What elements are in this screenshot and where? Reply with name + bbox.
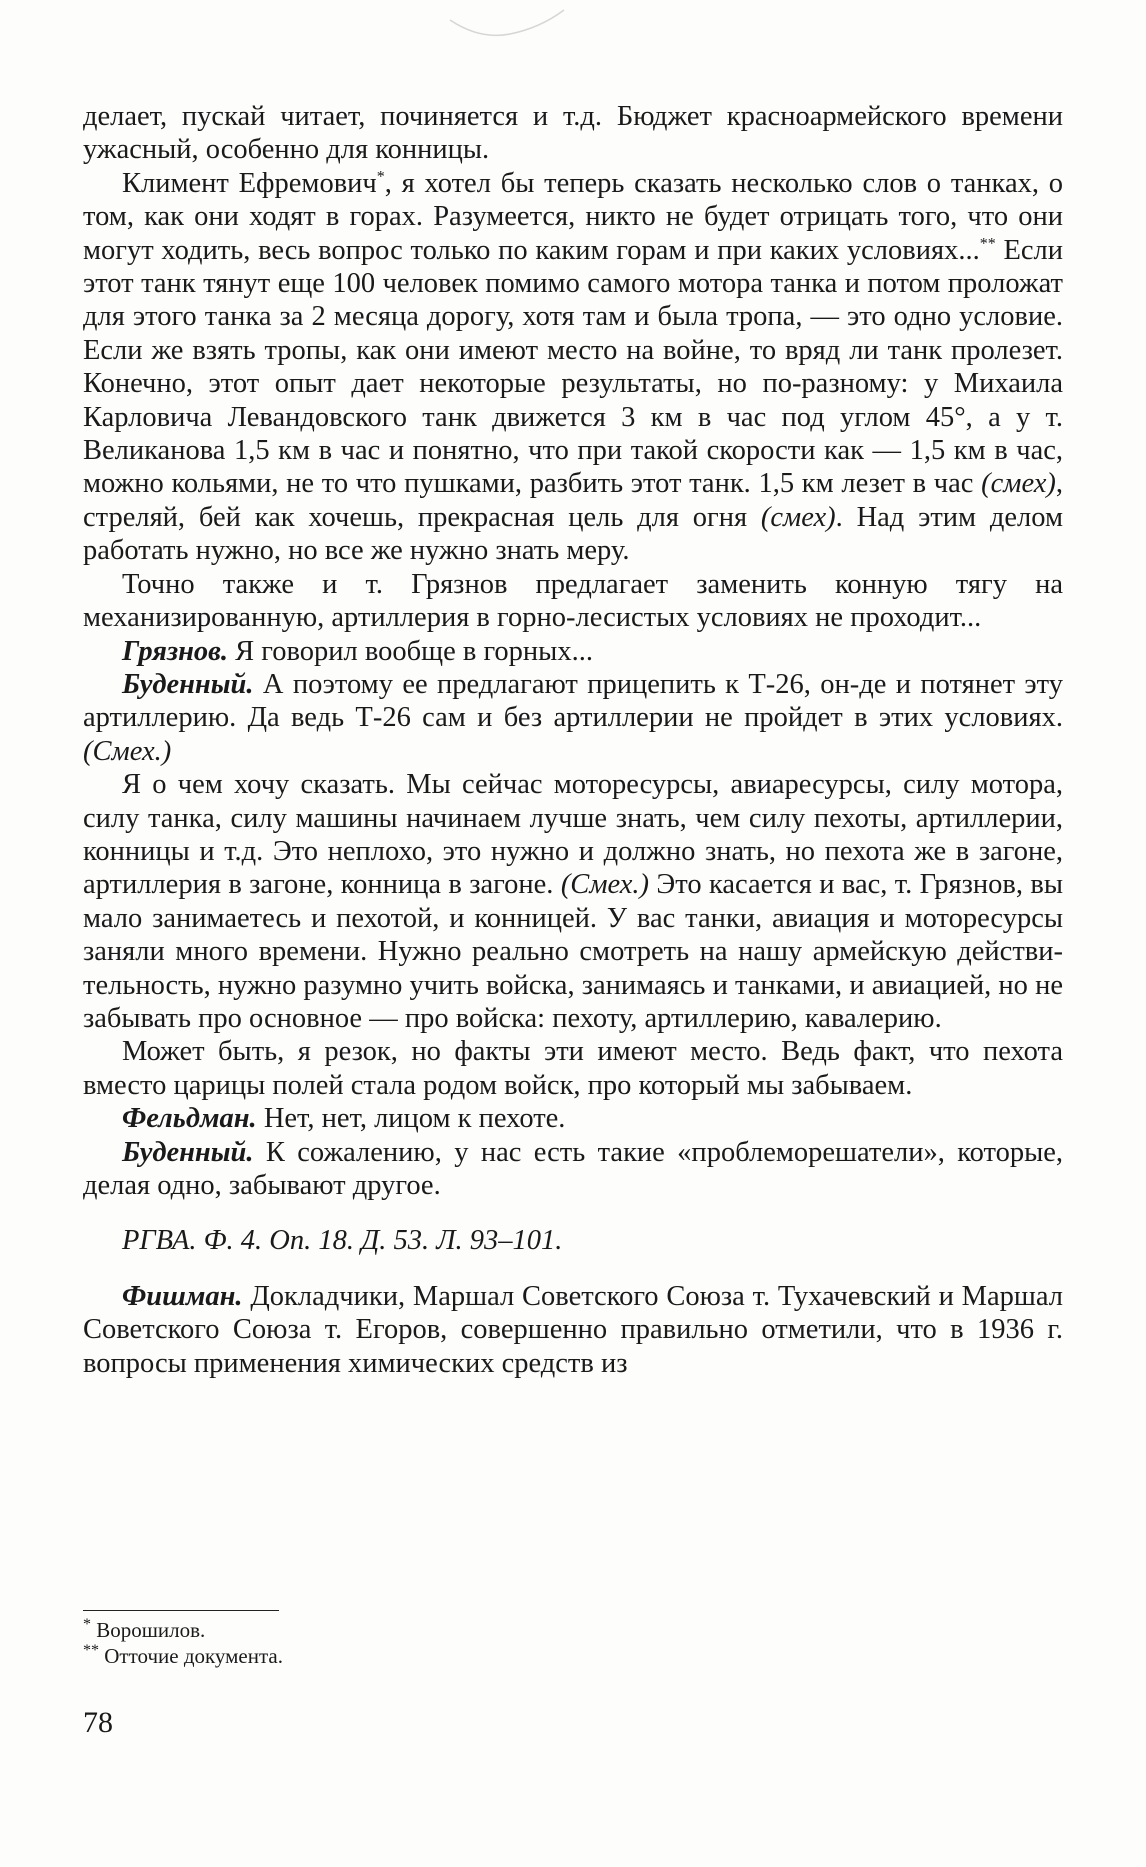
remark-budenny-2: Буденный. К сожалению, у нас есть такие «проблеморешатели», которые, делая одно, забывают другое. (83, 1136, 1063, 1201)
speaker-name: Фельдман. (122, 1103, 257, 1135)
footnote-divider (83, 1610, 279, 1611)
pencil-mark-decoration (440, 0, 580, 48)
page-number: 78 (83, 1706, 113, 1739)
footnote-mark: ** (83, 1642, 99, 1659)
paragraph-3: Точно также и т. Грязнов предлагает заменить конную тягу на механизированную, артиллерия в горно-лесистых условиях не проходит... (83, 568, 1063, 634)
speaker-name: Буденный. (122, 668, 254, 700)
paragraph-6: Я о чем хочу сказать. Мы сейчас моторесурсы, авиаресурсы, силу мотора, силу танка, силу машины начинаем лучше знать, чем силу пехоты, артиллерии, конницы и т.д. Это неплохо, это нужно и должно знать, но пехота же в загоне, артиллерия в загоне, конница в загоне. (Смех.) Это касается и вас, т. Грязнов, вы мало занимаетесь и пехотой, и конницей. У вас танки, авиация и моторесурсы заняли много времени. Нужно реально смотреть на нашу армейскую действительность, нужно разумно учить войска, занимаясь и танками, и авиацией, но не забывать про основное — про войска: пехоту, артиллерию, кавалерию. (83, 769, 1064, 1034)
laughter-remark: (Смех.) (83, 735, 172, 767)
footnote-2: ** Отточие документа. (83, 1642, 283, 1668)
speaker-name: Фишман. (122, 1280, 243, 1312)
laughter-remark: (Смех.) (560, 869, 650, 901)
footnotes (83, 1617, 783, 1669)
paragraph-7: Может быть, я резок, но факты эти имеют место. Ведь факт, что пехота вместо царицы полей стала родом войск, про который мы забываем. (83, 1036, 1063, 1101)
footnote-ref-2: ** (979, 235, 996, 253)
remark-budenny-1: Буденный. А поэтому ее предлагают прицепить к Т-26, он-де и потянет эту артиллерию. Да ведь Т-26 сам и без артиллерии не пройдет в этих условиях. (Смех.) (83, 668, 1063, 767)
remark-gryaznov: Грязнов. Я говорил вообще в горных... (122, 635, 593, 667)
footnote-1: * Ворошилов. (83, 1616, 206, 1642)
paragraph-2: Климент Ефремович*, я хотел бы теперь сказать несколько слов о танках, о том, как они ходят в горах. Разумеется, никто не будет отрицать того, что они могут ходить, весь вопрос только по каким горам и при каких условиях...** Если этот танк тянут еще 100 человек помимо самого мотора танка и потом проложат для этого танка за 2 месяца дорогу, хотя там и была тропа, — это одно условие. Если же взять тропы, как они имеют место на войне, то вряд ли танк пролезет. Конечно, этот опыт дает некоторые результаты, но по-разному: у Михаила Карловича Левандовского танк движется 3 км в час под углом 45°, а у т. Великанова 1,5 км в час и понятно, что при такой скорости как — 1,5 км в час, можно кольями, не то что пушками, разбить этот танк. 1,5 км лезет в час (смех), стреляй, бей как хочешь, прекрасная цель для огня (смех). Над этим делом работать нужно, но все же нужно знать меру. (83, 167, 1064, 567)
footnote-mark: * (83, 1616, 91, 1633)
body-text (83, 100, 1063, 1380)
speaker-name: Буденный. (122, 1136, 254, 1168)
remark-fishman: Фишман. Докладчики, Маршал Советского Союза т. Тухачевский и Маршал Советского Союза т. Егоров, совершенно правильно отметили, что в 1936 г. вопросы применения химических средств из (83, 1280, 1063, 1379)
speaker-name: Грязнов. (122, 635, 229, 667)
archive-source-citation: РГВА. Ф. 4. Оп. 18. Д. 53. Л. 93–101. (122, 1225, 563, 1257)
footnote-ref-1: * (376, 168, 385, 186)
paragraph-1: делает, пускай читает, починяется и т.д. Бюджет красноармейского времени ужасный, особенно для конницы. (83, 101, 1063, 166)
laughter-remark: (смех) (981, 468, 1056, 500)
remark-feldman: Фельдман. Нет, нет, лицом к пехоте. (122, 1103, 566, 1135)
laughter-remark: (смех) (760, 501, 836, 533)
